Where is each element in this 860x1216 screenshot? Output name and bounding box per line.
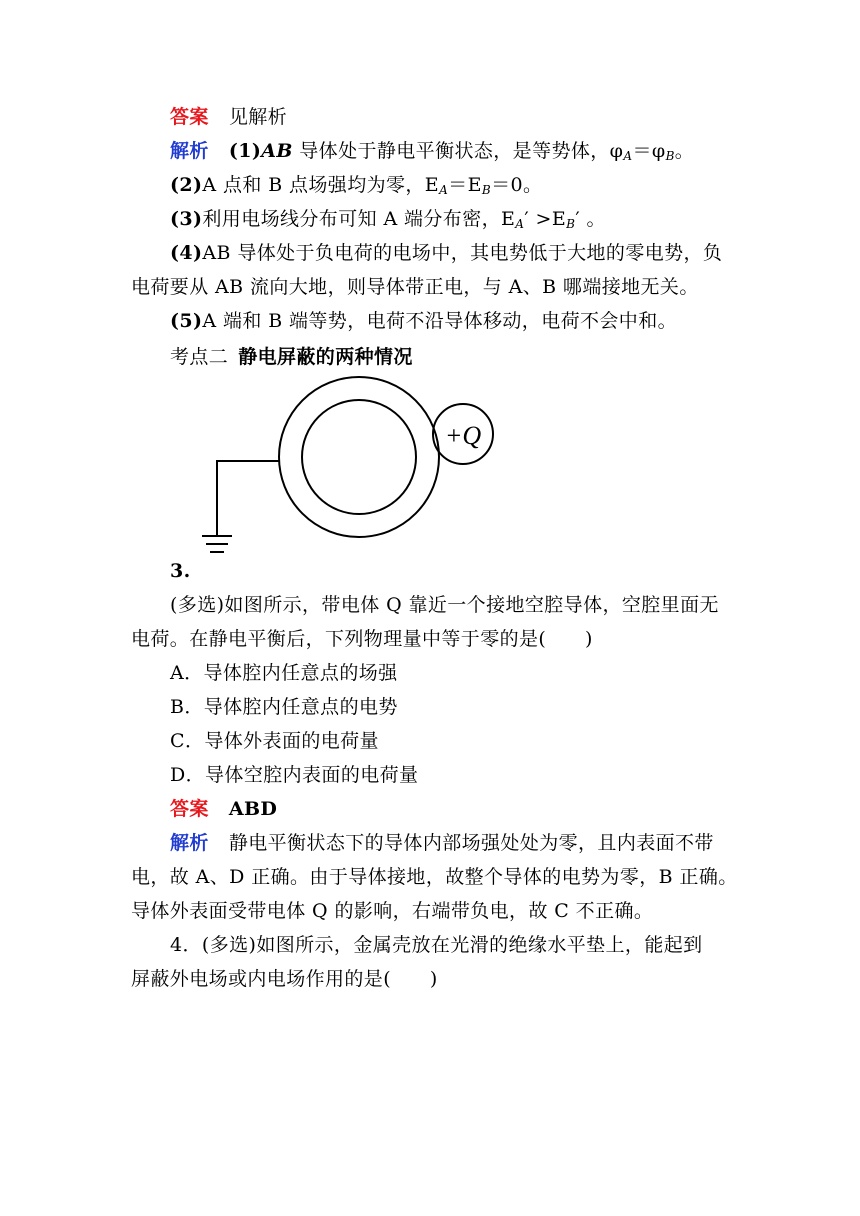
section-prefix: 考点二 [170, 346, 229, 368]
analysis-text: 电，故 A、D 正确。由于导体接地，故整个导体的电势为零，B 正确。 [131, 866, 738, 888]
question-4-line-1 [170, 928, 770, 962]
subscript: A [623, 149, 633, 163]
question-number: 3. [170, 560, 191, 582]
ground-wire [217, 461, 279, 536]
question-text: 屏蔽外电场或内电场作用的是( ) [131, 968, 438, 990]
question-text: (多选)如图所示，带电体 Q 靠近一个接地空腔导体，空腔里面无 [170, 594, 719, 616]
analysis-2-line-3 [131, 894, 731, 928]
option-a [170, 656, 770, 690]
section-heading [170, 340, 770, 374]
charge-label: +Q [444, 421, 482, 450]
analysis-text: A 点和 B 点场强均为零，E [202, 174, 440, 196]
equation-part: ＝0。 [491, 174, 543, 196]
option-text: B．导体腔内任意点的电势 [170, 696, 398, 718]
analysis-text: 导体处于静电平衡状态，是等势体，φ [292, 140, 624, 162]
subscript: A [515, 217, 525, 231]
question-3-line-1 [170, 588, 770, 622]
answer-text: ABD [228, 798, 278, 820]
question-text: 4．(多选)如图所示，金属壳放在光滑的绝缘水平垫上，能起到 [170, 934, 703, 956]
option-b [170, 690, 770, 724]
answer-text: 见解析 [228, 106, 288, 128]
inner-cavity [302, 400, 416, 514]
answer-label: 答案 [170, 106, 209, 128]
analysis-line-2 [170, 168, 770, 202]
analysis-text: AB 导体处于负电荷的电场中，其电势低于大地的零电势，负 [202, 242, 723, 264]
analysis-label: 解析 [170, 832, 209, 854]
equation-part: ′ 。 [575, 208, 606, 230]
analysis-line-4-cont [131, 270, 731, 304]
analysis-text: 静电平衡状态下的导体内部场强处处为零，且内表面不带 [228, 832, 714, 854]
analysis-line-5 [170, 304, 770, 338]
analysis-label: 解析 [170, 140, 209, 162]
subscript: B [665, 149, 675, 163]
answer-label: 答案 [170, 798, 209, 820]
ab-symbol: AB [261, 140, 293, 162]
analysis-line-3 [170, 202, 770, 236]
equation-part: ＝E [448, 174, 482, 196]
punctuation: 。 [674, 140, 695, 162]
analysis-2-line-1 [170, 826, 770, 860]
subscript: B [481, 183, 492, 197]
analysis-text: 利用电场线分布可知 A 端分布密，E [202, 208, 516, 230]
analysis-text: 导体外表面受带电体 Q 的影响，右端带负电，故 C 不正确。 [131, 900, 654, 922]
analysis-text: 电荷要从 AB 流向大地，则导体带正电，与 A、B 哪端接地无关。 [131, 276, 699, 298]
analysis-line-1 [170, 134, 770, 168]
question-3-line-2 [131, 622, 731, 656]
option-text: A．导体腔内任意点的场强 [170, 662, 398, 684]
subscript: B [566, 217, 576, 231]
item-number: (3) [170, 208, 203, 230]
question-text: 电荷。在静电平衡后，下列物理量中等于零的是( ) [131, 628, 593, 650]
analysis-2-line-2 [131, 860, 738, 894]
equation-part: ′ >E [524, 208, 567, 230]
option-text: C．导体外表面的电荷量 [170, 730, 379, 752]
option-d [170, 758, 770, 792]
analysis-text: A 端和 B 端等势，电荷不沿导体移动，电荷不会中和。 [202, 310, 678, 332]
answer-line-2 [170, 792, 770, 826]
cavity-conductor-figure [186, 376, 506, 572]
equation-part: ＝φ [632, 140, 666, 162]
item-number: (5) [170, 310, 203, 332]
analysis-line-4 [170, 236, 770, 270]
item-number: (2) [170, 174, 203, 196]
option-text: D．导体空腔内表面的电荷量 [170, 764, 419, 786]
subscript: A [439, 183, 449, 197]
item-number: (1) [228, 140, 262, 162]
option-c [170, 724, 770, 758]
question-4-line-2 [131, 962, 731, 996]
item-number: (4) [170, 242, 203, 264]
section-title: 静电屏蔽的两种情况 [238, 346, 413, 368]
question-3-number [170, 554, 770, 588]
answer-line-1 [170, 100, 770, 134]
